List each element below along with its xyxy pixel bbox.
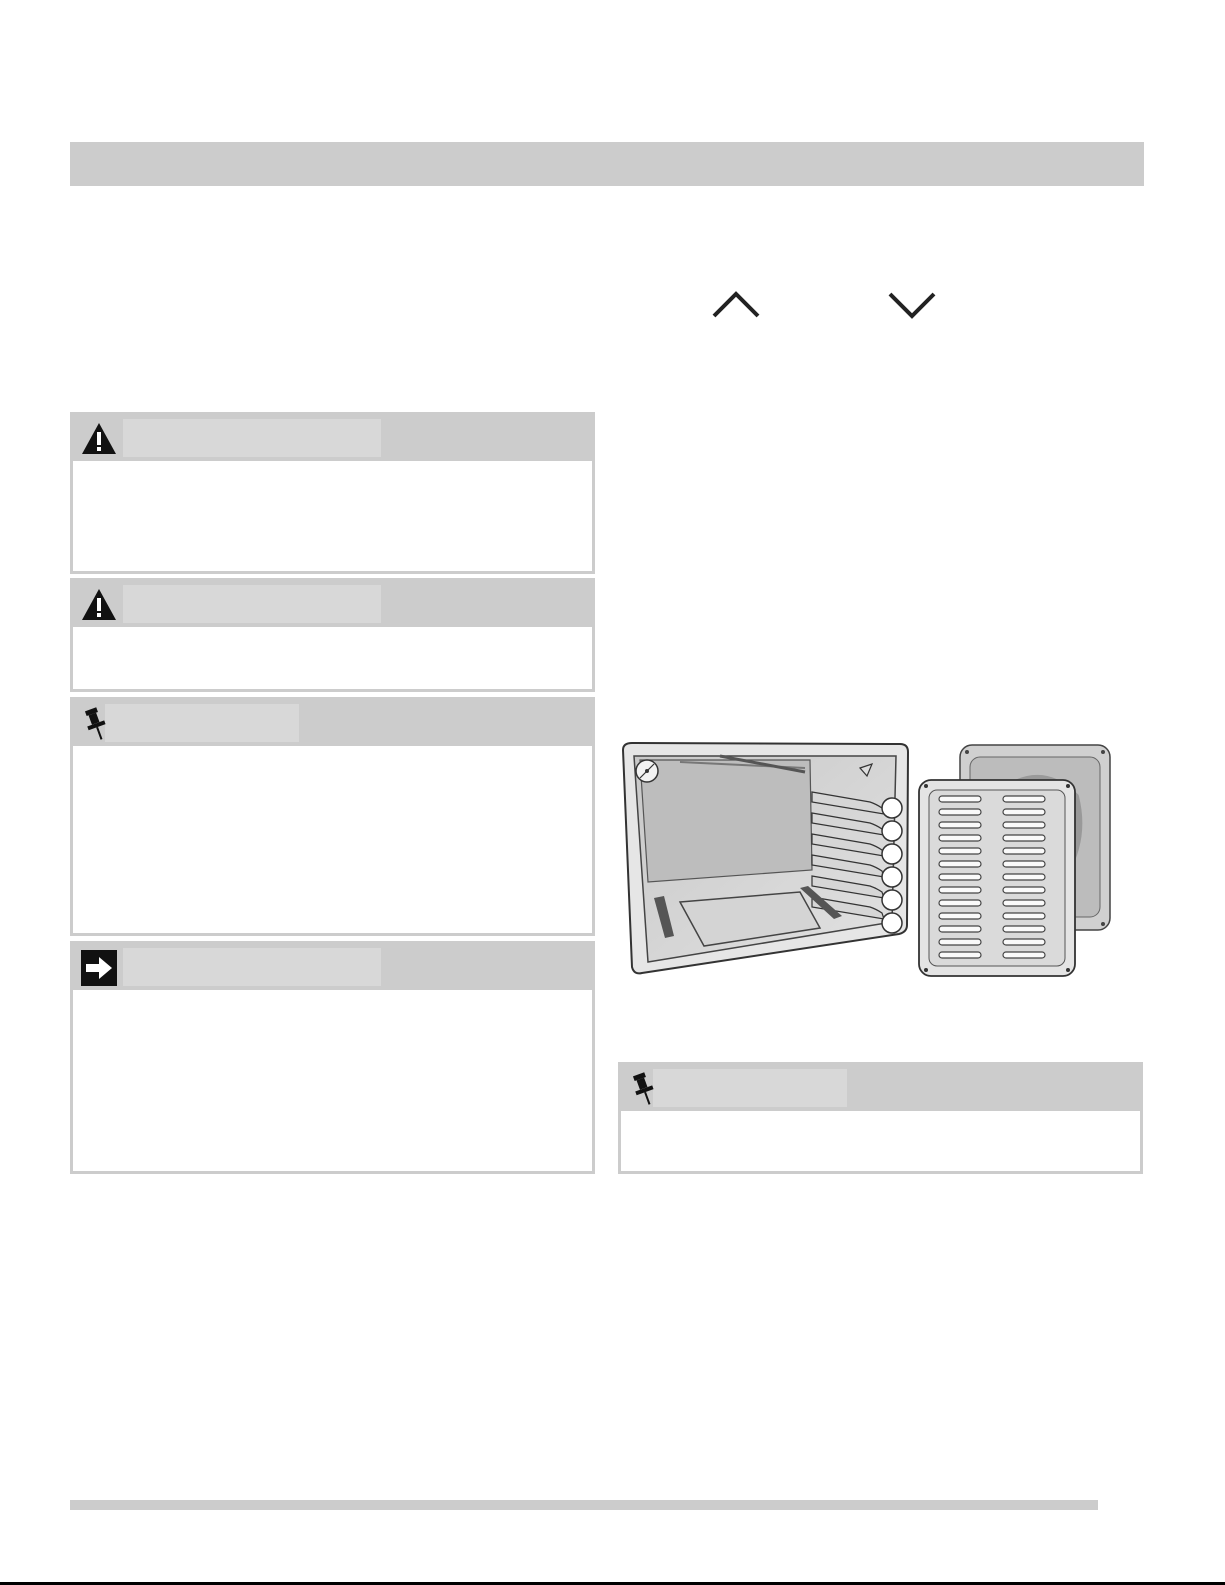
warning-label-area	[123, 585, 381, 623]
important-box-header	[73, 944, 592, 990]
arrow-right-icon	[81, 950, 117, 986]
chevron-up-icon	[710, 288, 762, 320]
note-label-area	[653, 1069, 847, 1107]
warning-box-header	[73, 581, 592, 627]
warning-triangle-icon	[81, 421, 117, 457]
note-box-2	[618, 1062, 1143, 1174]
section-header-bar	[70, 142, 1144, 186]
note-box-header	[73, 700, 592, 746]
note-box-header	[621, 1065, 1140, 1111]
note-label-area	[105, 704, 299, 742]
warning-label-area	[123, 419, 381, 457]
oven-interior-icon	[620, 740, 920, 980]
pushpin-icon	[627, 1071, 663, 1107]
warning-triangle-icon	[81, 587, 117, 623]
broiler-pan-icon	[915, 742, 1115, 982]
important-box	[70, 941, 595, 1174]
pushpin-icon	[79, 706, 115, 742]
warning-box-header	[73, 415, 592, 461]
important-label-area	[123, 948, 381, 986]
warning-box-2	[70, 578, 595, 692]
note-box-1	[70, 697, 595, 936]
warning-box-1	[70, 412, 595, 574]
footer-rule	[70, 1500, 1098, 1510]
chevron-down-icon	[886, 290, 938, 322]
